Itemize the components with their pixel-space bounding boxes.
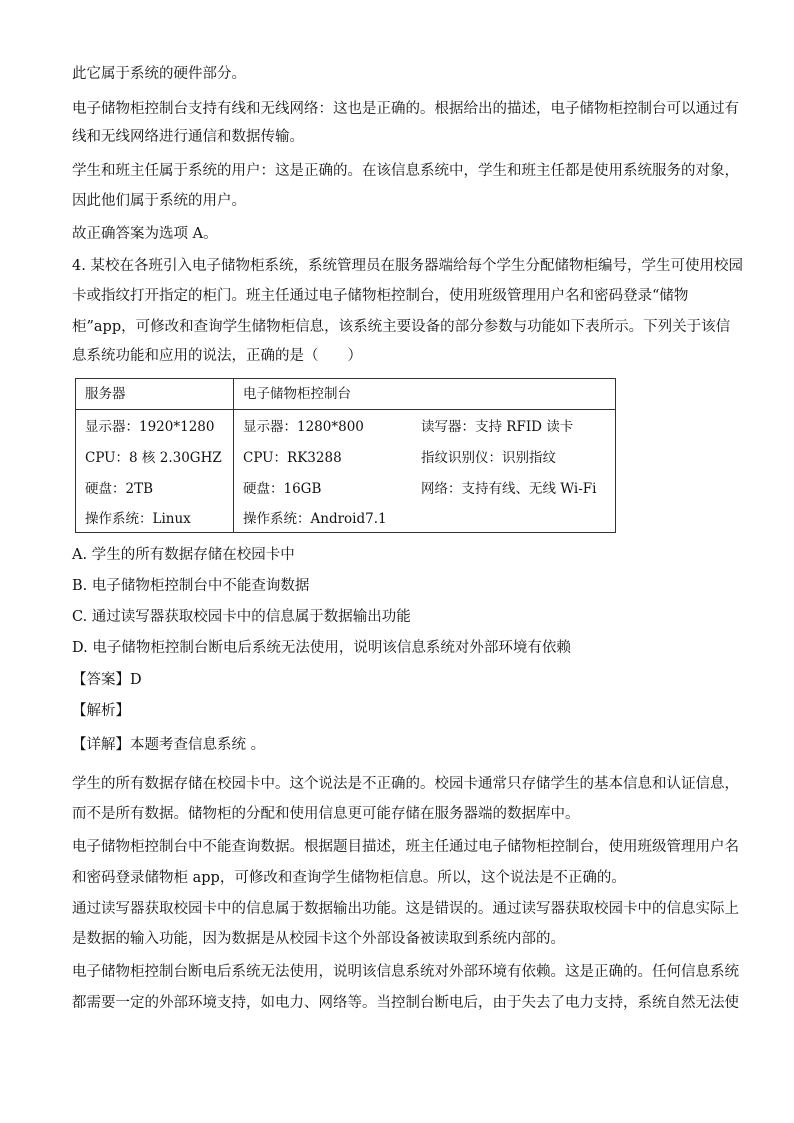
paragraph-line: 电子储物柜控制台支持有线和无线网络：这也是正确的。根据给出的描述，电子储物柜控制台可以通过有	[72, 101, 739, 117]
server-specs	[76, 410, 234, 533]
console-spec-fingerprint: 指纹识别仪：识别指纹	[421, 450, 556, 466]
option-d: D. 电子储物柜控制台断电后系统无法使用，说明该信息系统对外部环境有依赖	[72, 640, 571, 656]
server-spec-display: 显示器：1920*1280	[85, 419, 215, 435]
console-spec-display: 显示器：1280*800	[243, 419, 364, 435]
device-spec-table	[75, 378, 616, 533]
explanation-line: 学生的所有数据存储在校园卡中。这个说法是不正确的。校园卡通常只存储学生的基本信息和认证信息，	[72, 776, 739, 792]
console-spec-cpu: CPU：RK3288	[243, 450, 342, 466]
option-b: B. 电子储物柜控制台中不能查询数据	[72, 578, 310, 594]
detail-label: 【详解】本题考查信息系统 。	[72, 737, 266, 753]
explanation-line: 通过读写器获取校园卡中的信息属于数据输出功能。这是错误的。通过读写器获取校园卡中的信息实际上	[72, 901, 739, 917]
option-a: A. 学生的所有数据存储在校园卡中	[72, 547, 295, 563]
console-spec-os: 操作系统：Android7.1	[243, 511, 387, 527]
question-stem-line: 息系统功能和应用的说法，正确的是（ ）	[72, 348, 362, 364]
explanation-line: 是数据的输入功能，因为数据是从校园卡这个外部设备被读取到系统内部的。	[72, 931, 565, 947]
console-header: 电子储物柜控制台	[234, 379, 616, 410]
paragraph-line: 线和无线网络进行通信和数据传输。	[72, 129, 304, 145]
explanation-line: 都需要一定的外部环境支持，如电力、网络等。当控制台断电后，由于失去了电力支持，系统自然无法使	[72, 995, 739, 1011]
server-spec-cpu: CPU：8 核 2.30GHZ	[85, 450, 222, 466]
question-stem-line: 卡或指纹打开指定的柜门。班主任通过电子储物柜控制台，使用班级管理用户名和密码登录“储物	[72, 288, 689, 304]
console-spec-reader: 读写器：支持 RFID 读卡	[421, 419, 574, 435]
console-spec-disk: 硬盘：16GB	[243, 481, 322, 497]
console-specs	[234, 410, 616, 533]
explanation-line: 和密码登录储物柜 app，可修改和查询学生储物柜信息。所以，这个说法是不正确的。	[72, 870, 626, 886]
server-spec-os: 操作系统：Linux	[85, 511, 191, 527]
question-stem-line: 4. 某校在各班引入电子储物柜系统，系统管理员在服务器端给每个学生分配储物柜编号，学生可使用校园	[72, 258, 743, 274]
paragraph-line: 学生和班主任属于系统的用户：这是正确的。在该信息系统中，学生和班主任都是使用系统服务的对象，	[72, 163, 739, 179]
explanation-line: 电子储物柜控制台断电后系统无法使用，说明该信息系统对外部环境有依赖。这是正确的。任何信息系统	[72, 964, 739, 980]
console-spec-network: 网络：支持有线、无线 Wi-Fi	[421, 481, 597, 497]
paragraph-line: 因此他们属于系统的用户。	[72, 193, 246, 209]
server-header: 服务器	[76, 379, 234, 410]
server-spec-disk: 硬盘：2TB	[85, 481, 154, 497]
explanation-line: 而不是所有数据。储物柜的分配和使用信息更可能存储在服务器端的数据库中。	[72, 806, 580, 822]
analysis-label: 【解析】	[72, 703, 130, 719]
option-c: C. 通过读写器获取校园卡中的信息属于数据输出功能	[72, 609, 411, 625]
paragraph-line: 此它属于系统的硬件部分。	[72, 66, 246, 82]
explanation-line: 电子储物柜控制台中不能查询数据。根据题目描述，班主任通过电子储物柜控制台，使用班级管理用户名	[72, 839, 739, 855]
paragraph-line: 故正确答案为选项 A。	[72, 226, 218, 242]
question-stem-line: 柜”app，可修改和查询学生储物柜信息，该系统主要设备的部分参数与功能如下表所示。下列关于该信	[72, 319, 731, 335]
answer-label: 【答案】D	[72, 672, 142, 688]
